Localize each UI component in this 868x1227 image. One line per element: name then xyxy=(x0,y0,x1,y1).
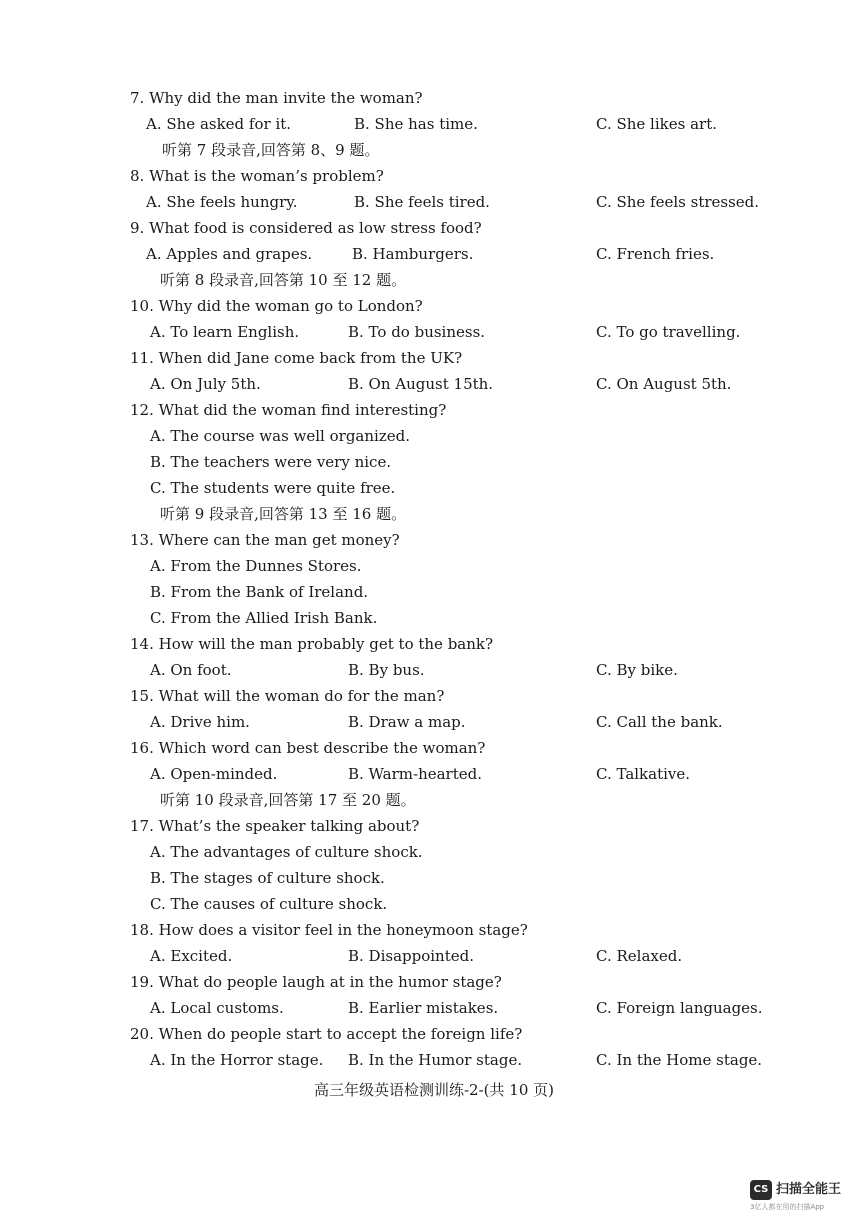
watermark-tagline: 3亿人都在用的扫描App xyxy=(750,1203,825,1211)
question-17-stem: 17. What’s the speaker talking about? xyxy=(130,817,420,835)
question-7-option-b: B. She has time. xyxy=(354,115,478,133)
question-15-option-a: A. Drive him. xyxy=(150,713,250,731)
question-16-option-c: C. Talkative. xyxy=(596,765,691,783)
question-20-option-b: B. In the Humor stage. xyxy=(348,1051,523,1069)
camscanner-logo-icon: CS xyxy=(750,1180,772,1200)
question-11-option-c: C. On August 5th. xyxy=(596,375,732,393)
question-14-option-a: A. On foot. xyxy=(150,661,232,679)
question-19-option-a: A. Local customs. xyxy=(150,999,284,1017)
question-14-stem: 14. How will the man probably get to the bank? xyxy=(130,635,494,653)
scanner-watermark xyxy=(750,1180,862,1220)
question-13-option-b: B. From the Bank of Ireland. xyxy=(150,583,369,601)
question-14-option-c: C. By bike. xyxy=(596,661,678,679)
question-8-option-a: A. She feels hungry. xyxy=(146,193,298,211)
question-12-option-a: A. The course was well organized. xyxy=(150,427,410,445)
question-13-option-a: A. From the Dunnes Stores. xyxy=(150,557,362,575)
watermark-app-name: 扫描全能王 xyxy=(776,1182,842,1197)
question-11-option-b: B. On August 15th. xyxy=(348,375,494,393)
question-10-stem: 10. Why did the woman go to London? xyxy=(130,297,423,315)
question-19-stem: 19. What do people laugh at in the humor stage? xyxy=(130,973,502,991)
question-11-option-a: A. On July 5th. xyxy=(150,375,261,393)
question-15-stem: 15. What will the woman do for the man? xyxy=(130,687,445,705)
question-19-option-b: B. Earlier mistakes. xyxy=(348,999,499,1017)
question-14-option-b: B. By bus. xyxy=(348,661,425,679)
question-18-option-b: B. Disappointed. xyxy=(348,947,474,965)
question-12-stem: 12. What did the woman find interesting? xyxy=(130,401,447,419)
question-12-option-c: C. The students were quite free. xyxy=(150,479,396,497)
question-10-option-c: C. To go travelling. xyxy=(596,323,741,341)
question-18-stem: 18. How does a visitor feel in the honeymoon stage? xyxy=(130,921,528,939)
question-19-option-c: C. Foreign languages. xyxy=(596,999,763,1017)
question-18-option-c: C. Relaxed. xyxy=(596,947,683,965)
question-20-option-a: A. In the Horror stage. xyxy=(150,1051,324,1069)
question-17-option-a: A. The advantages of culture shock. xyxy=(150,843,423,861)
question-9-option-b: B. Hamburgers. xyxy=(352,245,474,263)
question-9-option-a: A. Apples and grapes. xyxy=(146,245,313,263)
question-17-option-b: B. The stages of culture shock. xyxy=(150,869,385,887)
question-7-option-a: A. She asked for it. xyxy=(146,115,292,133)
question-9-option-c: C. French fries. xyxy=(596,245,715,263)
question-10-option-a: A. To learn English. xyxy=(150,323,300,341)
question-13-option-c: C. From the Allied Irish Bank. xyxy=(150,609,378,627)
question-18-option-a: A. Excited. xyxy=(150,947,233,965)
page-footer: 高三年级英语检测训练-2-(共 10 页) xyxy=(313,1081,554,1099)
question-20-option-c: C. In the Home stage. xyxy=(596,1051,763,1069)
question-16-option-b: B. Warm-hearted. xyxy=(348,765,483,783)
question-8-stem: 8. What is the woman’s problem? xyxy=(130,167,384,185)
question-12-option-b: B. The teachers were very nice. xyxy=(150,453,392,471)
question-16-stem: 16. Which word can best describe the woman? xyxy=(130,739,486,757)
question-8-option-c: C. She feels stressed. xyxy=(596,193,760,211)
question-13-stem: 13. Where can the man get money? xyxy=(130,531,400,549)
question-11-stem: 11. When did Jane come back from the UK? xyxy=(130,349,463,367)
question-8-option-b: B. She feels tired. xyxy=(354,193,490,211)
question-7-stem: 7. Why did the man invite the woman? xyxy=(130,89,423,107)
question-17-option-c: C. The causes of culture shock. xyxy=(150,895,388,913)
question-16-option-a: A. Open-minded. xyxy=(150,765,278,783)
section-heading-10: 听第 10 段录音,回答第 17 至 20 题。 xyxy=(160,791,416,809)
section-heading-7: 听第 7 段录音,回答第 8、9 题。 xyxy=(162,141,380,159)
question-9-stem: 9. What food is considered as low stress food? xyxy=(130,219,482,237)
question-15-option-b: B. Draw a map. xyxy=(348,713,466,731)
section-heading-9: 听第 9 段录音,回答第 13 至 16 题。 xyxy=(160,505,407,523)
question-15-option-c: C. Call the bank. xyxy=(596,713,723,731)
question-7-option-c: C. She likes art. xyxy=(596,115,717,133)
question-10-option-b: B. To do business. xyxy=(348,323,486,341)
section-heading-8: 听第 8 段录音,回答第 10 至 12 题。 xyxy=(160,271,407,289)
question-20-stem: 20. When do people start to accept the foreign life? xyxy=(130,1025,523,1043)
